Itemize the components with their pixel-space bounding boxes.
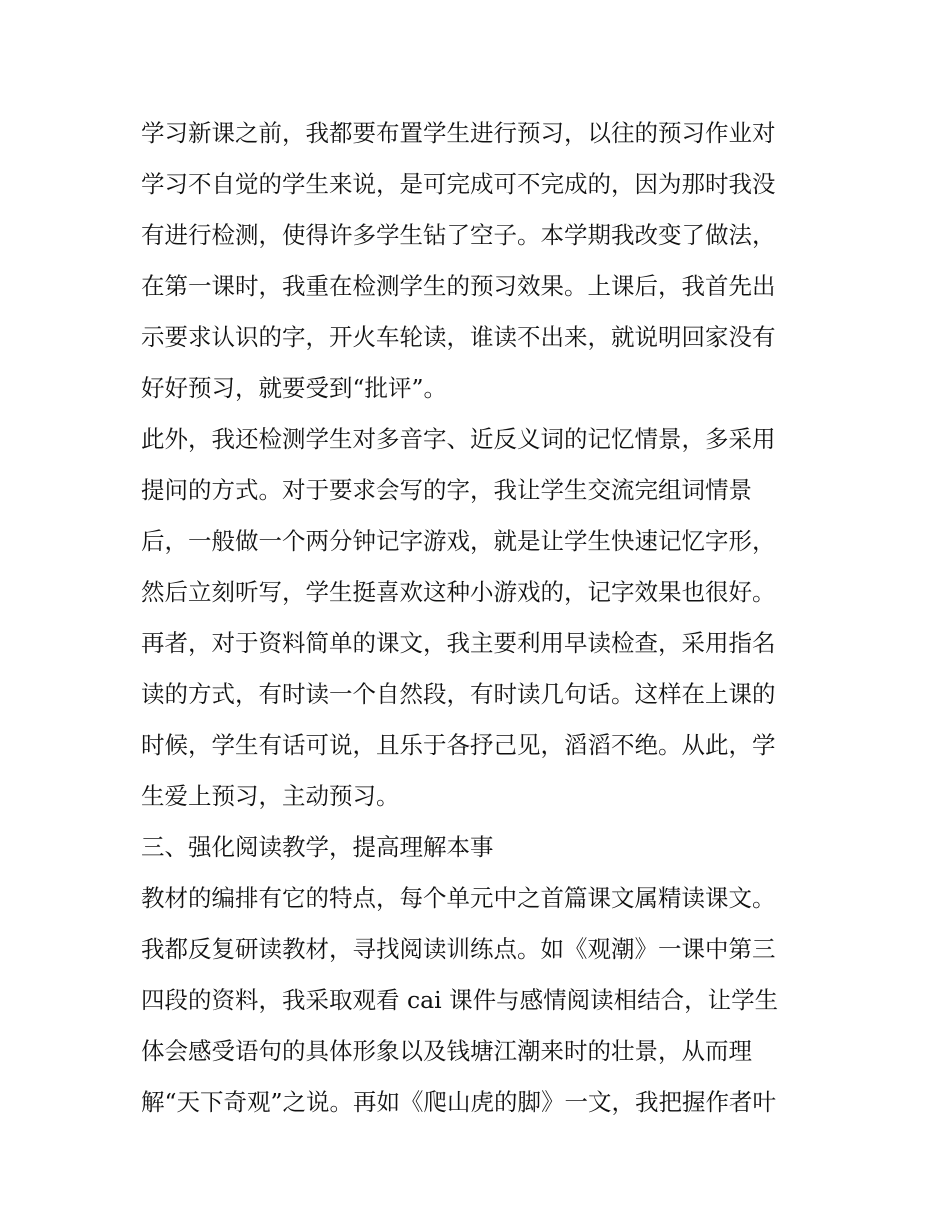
text-line: 教材的编排有它的特点，每个单元中之首篇课文属精读课文。 [141, 884, 776, 912]
text-line: 此外，我还检测学生对多音字、近反义词的记忆情景，多采用 [141, 425, 776, 453]
text-line: 学习新课之前，我都要布置学生进行预习，以往的预习作业对 [141, 119, 776, 147]
text-line: 时候，学生有话可说，且乐于各抒己见，滔滔不绝。从此，学 [141, 731, 776, 759]
text-line: 我都反复研读教材，寻找阅读训练点。如《观潮》一课中第三 [141, 935, 776, 963]
text-line: 好好预习，就要受到“批评”。 [141, 374, 448, 402]
body-text [141, 108, 821, 1128]
text-line: 学习不自觉的学生来说，是可完成可不完成的，因为那时我没 [141, 170, 776, 198]
text-line: 生爱上预习，主动预习。 [141, 782, 400, 810]
text-line: 后，一般做一个两分钟记字游戏，就是让学生快速记忆字形， [141, 527, 776, 555]
text-line: 四段的资料，我采取观看 cai 课件与感情阅读相结合，让学生 [141, 986, 779, 1014]
text-line: 解“天下奇观”之说。再如《爬山虎的脚》一文，我把握作者叶 [141, 1088, 777, 1116]
text-line: 在第一课时，我重在检测学生的预习效果。上课后，我首先出 [141, 272, 776, 300]
text-line: 体会感受语句的具体形象以及钱塘江潮来时的壮景，从而理 [141, 1037, 752, 1065]
text-line: 示要求认识的字，开火车轮读，谁读不出来，就说明回家没有 [141, 323, 776, 351]
text-line: 读的方式，有时读一个自然段，有时读几句话。这样在上课的 [141, 680, 776, 708]
text-line: 有进行检测，使得许多学生钻了空子。本学期我改变了做法， [141, 221, 776, 249]
text-line: 再者，对于资料简单的课文，我主要利用早读检查，采用指名 [141, 629, 776, 657]
text-line: 提问的方式。对于要求会写的字，我让学生交流完组词情景 [141, 476, 752, 504]
text-line: 然后立刻听写，学生挺喜欢这种小游戏的，记字效果也很好。 [141, 578, 776, 606]
section-heading: 三、强化阅读教学，提高理解本事 [141, 833, 494, 861]
